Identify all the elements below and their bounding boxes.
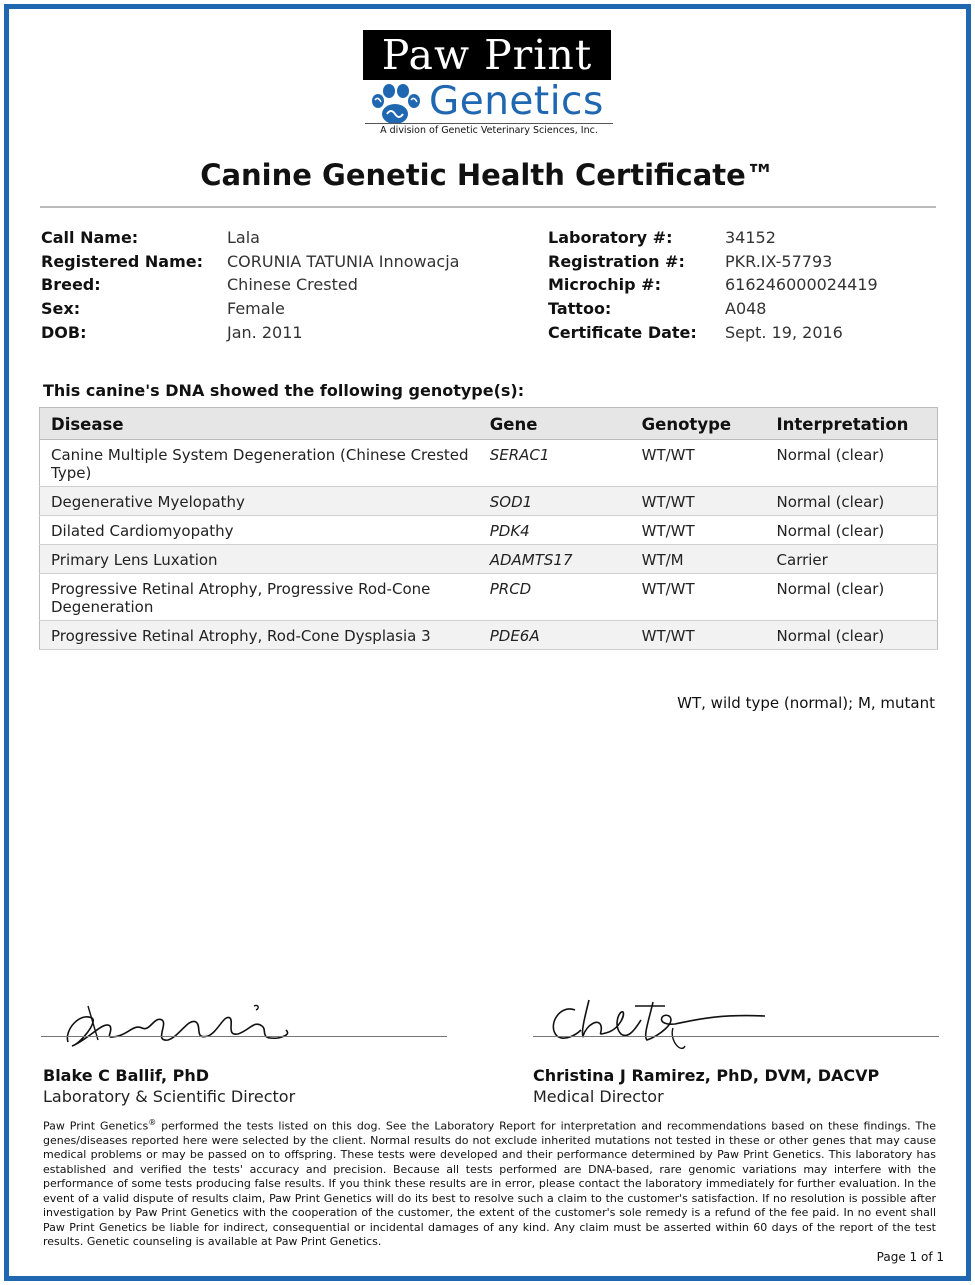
info-row-breed <box>41 273 459 297</box>
disclaimer-text: performed the tests listed on this dog. See the Laboratory Report for interpretation and recommendations based on these findings. The genes/diseases reported here were selected by the client. Normal results do not exclude inherited mutations not tested in these or other genes that may cause medical problems or may be passed on to offspring. These tests were developed and their performance determined by Paw Print Genetics. This laboratory has established and verified the tests' accuracy and precision. Because all tests performed are DNA-based, rare genomic variations may interfere with the performance of some tests producing false results. If you think these results are in error, please contact the laboratory immediately for further evaluation. In the event of a valid dispute of results claim, Paw Print Genetics will do its best to resolve such a claim to the customer's satisfaction. If no resolution is possible after investigation by Paw Print Genetics with the cooperation of the customer, the extent of the customer's sole remedy is a refund of the fee paid. In no event shall Paw Print Genetics be liable for indirect, consequential or incidental damages of any kind. Any claim must be asserted within 60 days of the report of the test results. Genetic counseling is available at Paw Print Genetics. <box>43 1119 936 1248</box>
genotype-cell: WT/WT <box>631 440 766 487</box>
genotype-section-heading: This canine's DNA showed the following genotype(s): <box>43 381 525 400</box>
genotype-cell: WT/M <box>631 545 766 574</box>
info-label: Breed: <box>41 275 101 295</box>
signature-image-ballif <box>58 1000 298 1052</box>
column-header-interpretation: Interpretation <box>766 408 938 440</box>
disease-cell: Progressive Retinal Atrophy, Rod-Cone Dysplasia 3 <box>40 621 479 650</box>
info-row-registered-name <box>41 250 459 274</box>
info-row-certificate-date <box>548 321 878 345</box>
info-row-dob <box>41 321 459 345</box>
logo-division-text: A division of Genetic Veterinary Sciences, Inc. <box>365 123 613 136</box>
info-row-sex <box>41 297 459 321</box>
table-row <box>40 621 938 650</box>
gene-cell: PDK4 <box>479 516 631 545</box>
signer-name-right: Christina J Ramirez, PhD, DVM, DACVP <box>533 1066 880 1085</box>
info-label: Call Name: <box>41 228 139 247</box>
column-header-disease: Disease <box>40 408 479 440</box>
table-row <box>40 516 938 545</box>
info-value: A048 <box>725 299 767 319</box>
page-number: Page 1 of 1 <box>876 1250 944 1264</box>
signer-name-left: Blake C Ballif, PhD <box>43 1066 209 1085</box>
info-row-tattoo <box>548 297 878 321</box>
info-label: Microchip #: <box>548 275 661 295</box>
company-logo <box>363 30 613 140</box>
info-row-laboratory <box>548 226 878 250</box>
table-row <box>40 440 938 487</box>
table-header-row <box>40 408 938 440</box>
info-value: Jan. 2011 <box>227 322 303 342</box>
gene-cell: ADAMTS17 <box>479 545 631 574</box>
gene-cell: SOD1 <box>479 487 631 516</box>
info-value: CORUNIA TATUNIA Innowacja <box>227 251 460 271</box>
info-label: Certificate Date: <box>548 322 697 342</box>
interpretation-cell: Normal (clear) <box>766 487 938 516</box>
logo-wordmark-top: Paw Print <box>363 30 611 80</box>
gene-cell: PRCD <box>479 574 631 621</box>
info-value: 616246000024419 <box>725 275 878 295</box>
column-header-gene: Gene <box>479 408 631 440</box>
paw-icon <box>369 80 425 128</box>
info-value: Female <box>227 299 285 319</box>
disease-cell: Progressive Retinal Atrophy, Progressive Rod-Cone Degeneration <box>40 574 479 621</box>
interpretation-cell: Normal (clear) <box>766 574 938 621</box>
signer-title-right: Medical Director <box>533 1087 664 1106</box>
disease-cell: Canine Multiple System Degeneration (Chinese Crested Type) <box>40 440 479 487</box>
disease-cell: Dilated Cardiomyopathy <box>40 516 479 545</box>
info-row-microchip <box>548 273 878 297</box>
genotype-cell: WT/WT <box>631 621 766 650</box>
info-label: Registration #: <box>548 251 685 271</box>
disease-cell: Primary Lens Luxation <box>40 545 479 574</box>
info-row-registration <box>548 250 878 274</box>
info-value: Chinese Crested <box>227 275 358 295</box>
column-header-genotype: Genotype <box>631 408 766 440</box>
info-value: 34152 <box>725 228 776 247</box>
title-divider <box>40 206 936 208</box>
signature-line-left <box>41 1036 447 1037</box>
table-row <box>40 487 938 516</box>
gene-cell: PDE6A <box>479 621 631 650</box>
info-label: Sex: <box>41 299 81 319</box>
info-label: Tattoo: <box>548 299 612 319</box>
info-label: DOB: <box>41 322 87 342</box>
table-row <box>40 574 938 621</box>
registered-mark: ® <box>148 1118 157 1127</box>
interpretation-cell: Normal (clear) <box>766 516 938 545</box>
table-row <box>40 545 938 574</box>
disclaimer-brand: Paw Print Genetics <box>43 1119 149 1133</box>
dog-info-left <box>41 226 459 345</box>
info-value: PKR.IX-57793 <box>725 251 833 271</box>
legal-disclaimer <box>43 1116 936 1249</box>
info-value: Sept. 19, 2016 <box>725 322 843 342</box>
gene-cell: SERAC1 <box>479 440 631 487</box>
info-label: Registered Name: <box>41 251 204 271</box>
genotype-cell: WT/WT <box>631 487 766 516</box>
interpretation-cell: Carrier <box>766 545 938 574</box>
interpretation-cell: Normal (clear) <box>766 621 938 650</box>
signature-line-right <box>533 1036 939 1037</box>
certificate-title: Canine Genetic Health Certificate™ <box>200 158 775 192</box>
info-value: Lala <box>227 228 260 247</box>
dog-info-right <box>548 226 878 345</box>
genotype-legend: WT, wild type (normal); M, mutant <box>677 694 935 712</box>
logo-wordmark-genetics: Genetics <box>429 79 604 124</box>
info-row-call-name <box>41 226 459 250</box>
signature-image-ramirez <box>545 996 785 1056</box>
genotype-cell: WT/WT <box>631 574 766 621</box>
disease-cell: Degenerative Myelopathy <box>40 487 479 516</box>
interpretation-cell: Normal (clear) <box>766 440 938 487</box>
info-label: Laboratory #: <box>548 228 673 247</box>
genotype-table <box>39 407 938 650</box>
signer-title-left: Laboratory & Scientific Director <box>43 1087 296 1106</box>
genotype-cell: WT/WT <box>631 516 766 545</box>
